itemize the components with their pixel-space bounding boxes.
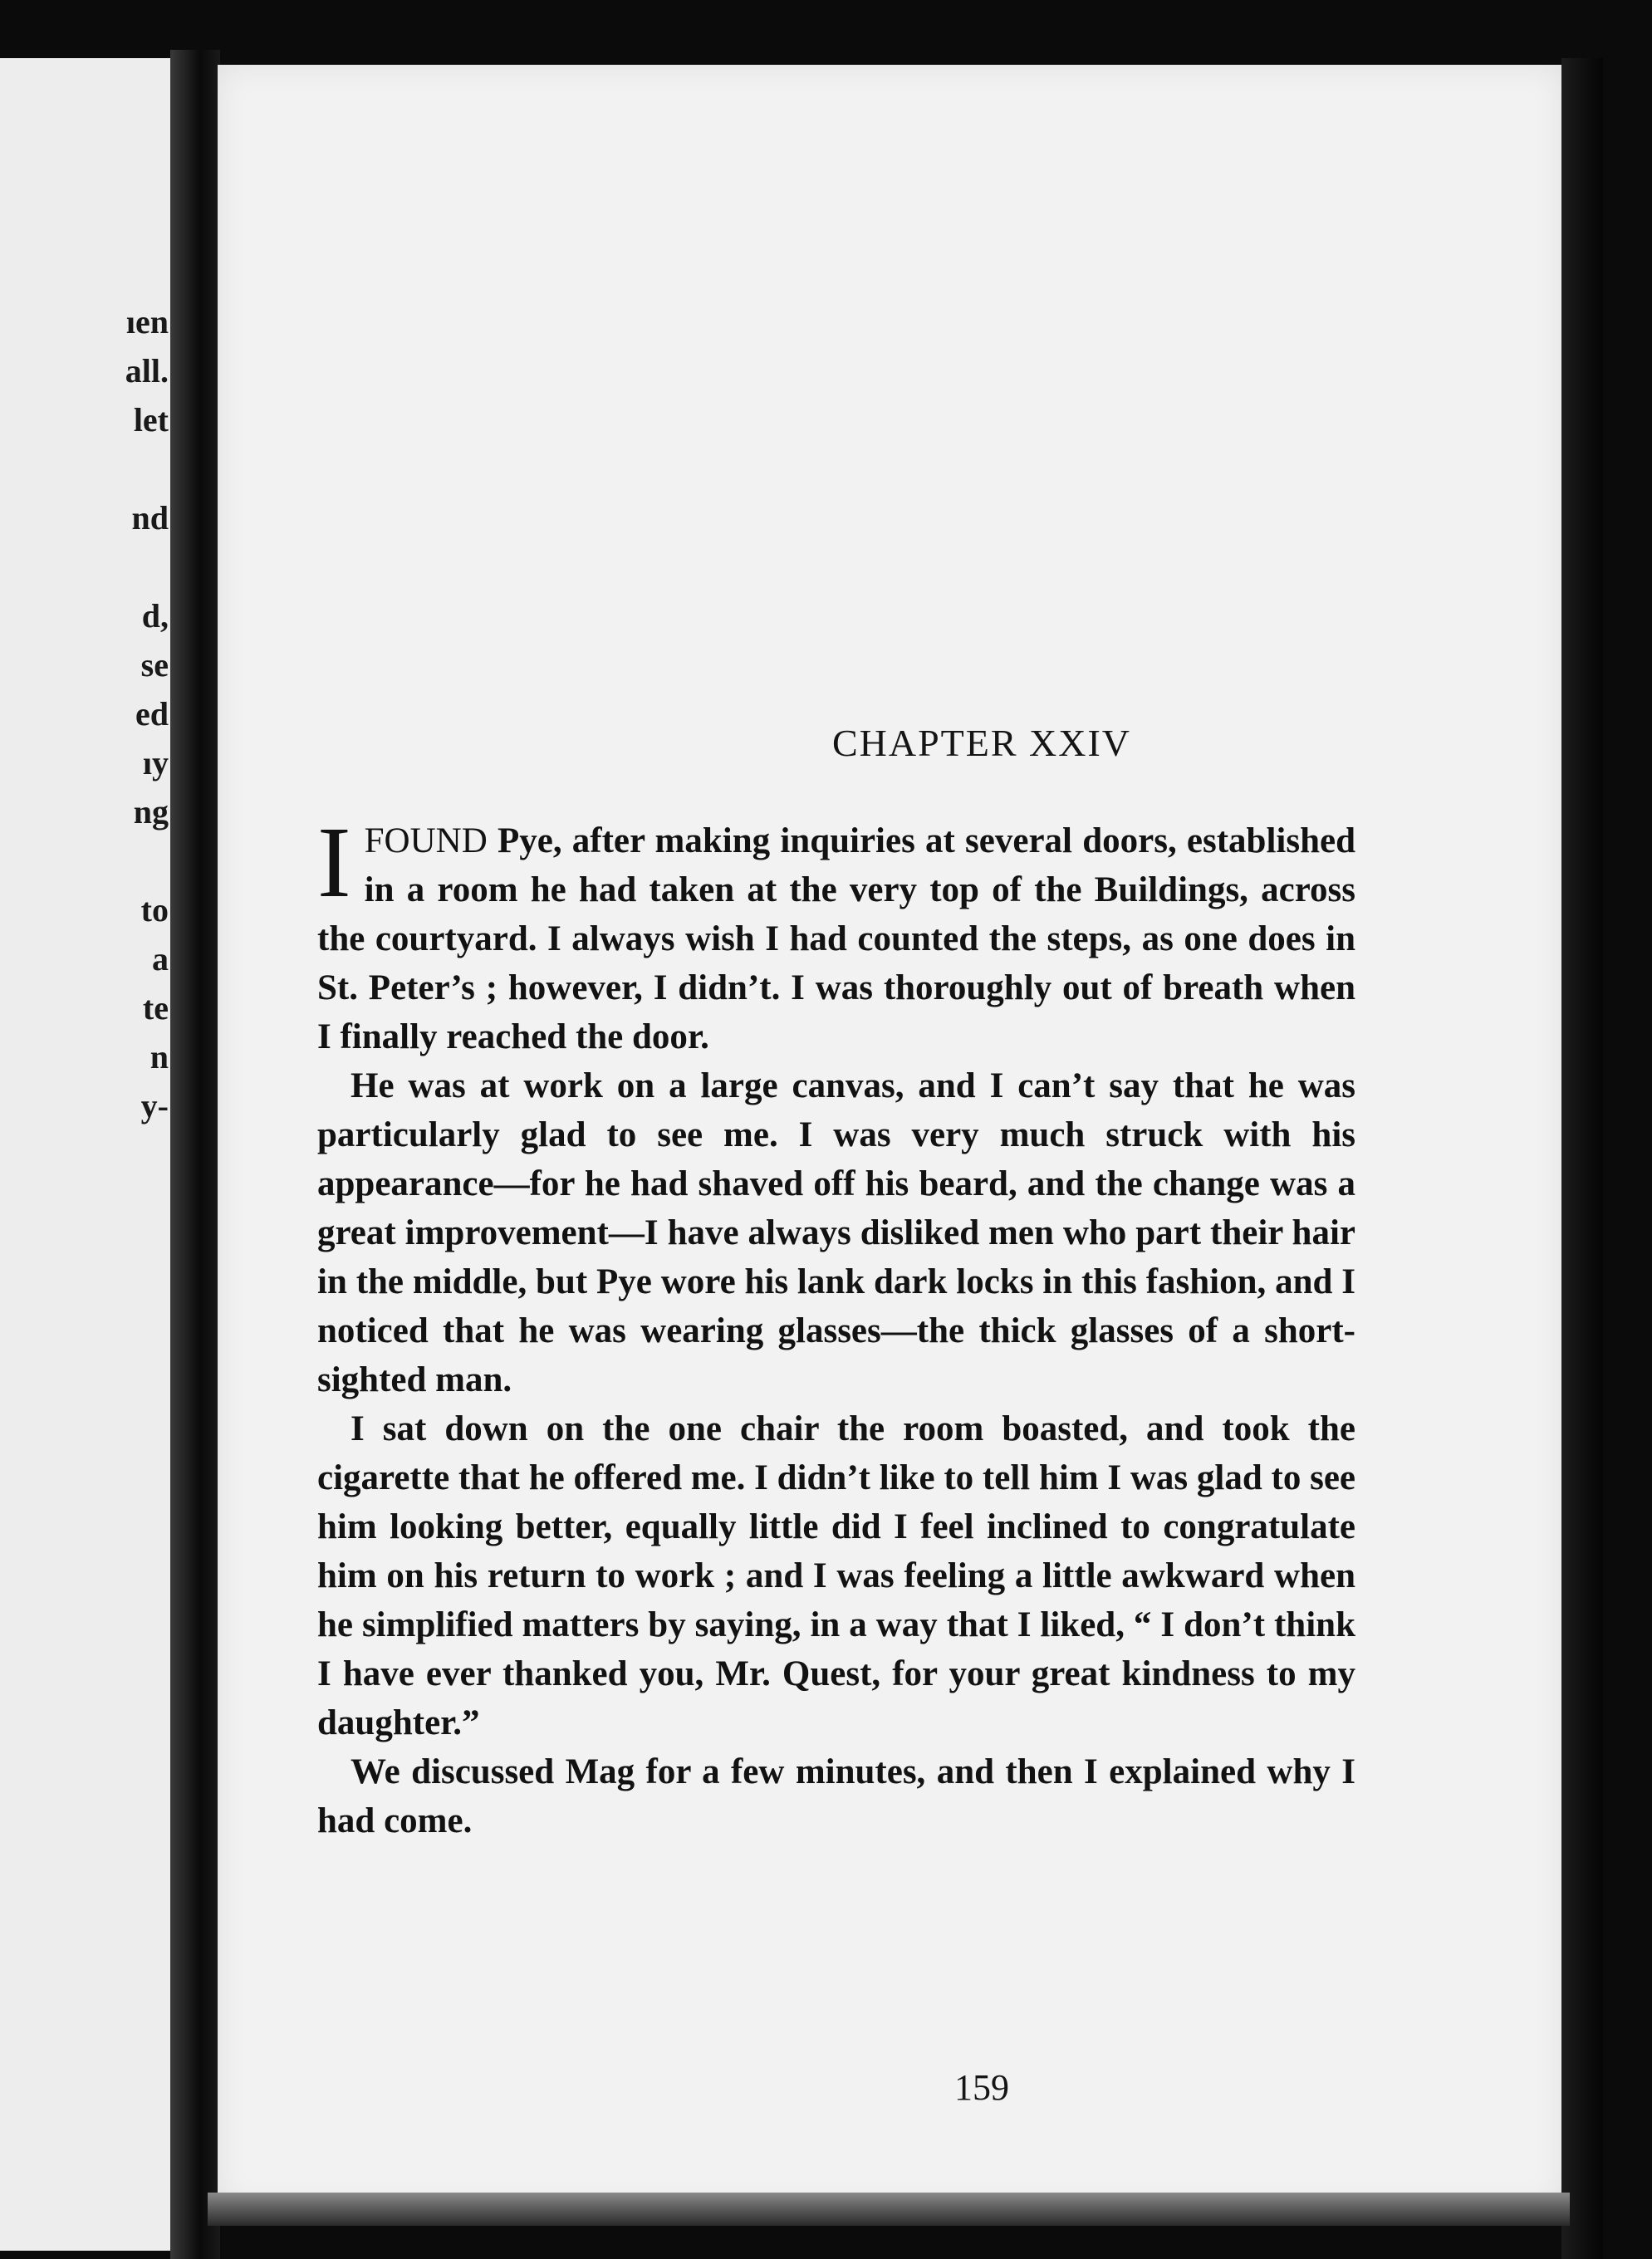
paragraph — [317, 806, 1355, 1061]
left-fragment: ng — [133, 793, 169, 831]
left-fragment: to — [140, 891, 169, 929]
left-facing-page — [0, 58, 179, 2251]
body-text — [317, 806, 1356, 1845]
left-fragment: te — [142, 989, 169, 1027]
left-fragment: a — [152, 940, 169, 978]
left-fragment: se — [140, 646, 169, 684]
left-fragment: ed — [135, 695, 169, 733]
paragraph: We discussed Mag for a few minutes, and then I explained why I had come. — [317, 1752, 1355, 1840]
page-bottom-edge — [208, 2193, 1570, 2226]
paragraph-lead: FOUND — [364, 821, 488, 860]
left-page-text-fragments — [125, 297, 169, 1130]
page-edge — [1561, 58, 1603, 2259]
left-fragment: ıen — [125, 303, 169, 341]
left-fragment: all. — [125, 352, 169, 390]
left-fragment: ıy — [142, 744, 169, 782]
page-number: 159 — [954, 2067, 1009, 2108]
drop-cap: I — [317, 806, 351, 919]
left-fragment: y- — [140, 1087, 169, 1125]
left-fragment: let — [133, 401, 169, 439]
left-fragment: d, — [141, 597, 169, 635]
paragraph: He was at work on a large canvas, and I can’t say that he was particularly glad to see me. I was very much struck with his appearance—for he had shaved off his beard, and the change was a great improvement—I have always disliked men who part their hair in the middle, but Pye wore his lank dark locks in this fashion, and I noticed that he was wearing glasses—the thick glasses of a short-sighted man. — [317, 1066, 1355, 1399]
left-fragment: n — [150, 1038, 169, 1076]
book-gutter — [170, 50, 220, 2259]
paragraph: I sat down on the one chair the room boasted, and took the cigarette that he offered me. I didn’t like to tell him I was glad to see him looking better, equally little did I feel inclined to congratulate him on his return to work ; and I was feeling a little awkward when he simplified matters by saying, in a way that I liked, “ I don’t think I have ever thanked you, Mr. Quest, for your great kindness to my daughter.” — [317, 1409, 1356, 1742]
left-fragment: nd — [131, 499, 169, 537]
book-page — [218, 65, 1563, 2208]
chapter-title: CHAPTER XXIV — [831, 722, 1132, 764]
paragraph-text: Pye, after making inquiries at several doors, established in a room he had taken at the very top of the Buildings, across the courtyard. I always wish I had counted the steps, as one does in St. Peter’s ; however, I didn’t. I was thoroughly out of breath when I finally reached the door. — [317, 821, 1355, 1056]
